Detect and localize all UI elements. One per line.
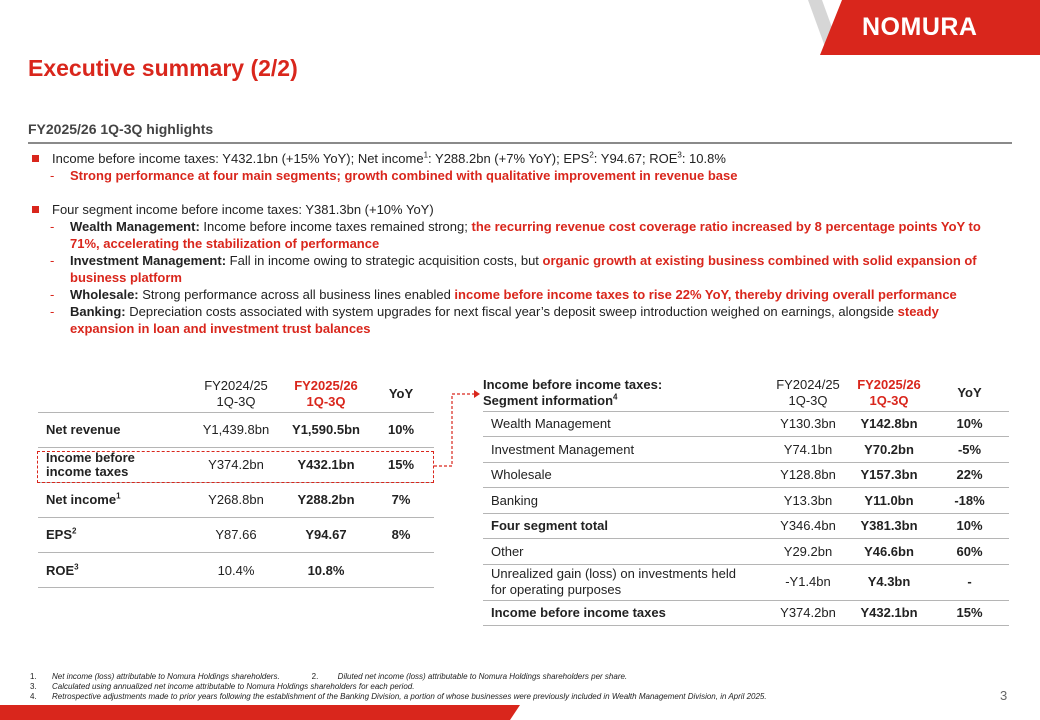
table-header-row	[38, 376, 434, 412]
row-label: Net revenue	[38, 412, 188, 447]
bullet-text: : Y94.67; ROE	[593, 151, 678, 166]
row-prev-value: Y29.2bn	[768, 539, 848, 565]
row-yoy: -	[930, 564, 1009, 600]
footnote-ref: 1	[423, 150, 429, 160]
footnotes	[30, 672, 970, 702]
row-current-value: Y288.2bn	[284, 482, 368, 517]
row-label: EPS$^2$	[38, 517, 188, 552]
bullet-text: Four segment income before income taxes: Y381.3bn (+10% YoY)	[52, 202, 434, 217]
nomura-logo: NOMURA	[862, 13, 978, 41]
table-row	[483, 488, 1009, 514]
page-number: 3	[1000, 688, 1008, 703]
row-prev-value: Y346.4bn	[768, 513, 848, 539]
table-row	[483, 411, 1009, 437]
sub-bullet-text: Strong performance across all business lines enabled	[138, 287, 455, 302]
row-yoy: 10%	[930, 513, 1009, 539]
bullet-text: : Y288.2bn (+7% YoY); EPS	[428, 151, 590, 166]
row-current-value: Y381.3bn	[848, 513, 930, 539]
square-bullet-icon	[32, 206, 39, 213]
dash-bullet-icon: -	[50, 219, 55, 234]
footnote-4: 4. Retrospective adjustments made to prior years following the establishment of the Banking Division, a portion of whose businesses were previously included in Wealth Management Division, in April 2025.	[30, 692, 767, 701]
heading-divider	[28, 142, 1012, 144]
row-prev-value: Y128.8bn	[768, 462, 848, 488]
row-yoy: 22%	[930, 462, 1009, 488]
table-row	[483, 437, 1009, 463]
table-row	[483, 539, 1009, 565]
sub-bullet-highlight: steady expansion in loan and investment trust balances	[70, 304, 939, 336]
header-current-period: FY2025/26 1Q-3Q	[284, 376, 368, 412]
row-prev-value: Y13.3bn	[768, 488, 848, 514]
dash-bullet-icon: -	[50, 287, 55, 302]
sub-bullet-text: Fall in income owing to strategic acquisition costs, but	[226, 253, 543, 268]
segment-label: Wholesale:	[70, 287, 139, 302]
row-yoy: -5%	[930, 437, 1009, 463]
row-current-value: Y157.3bn	[848, 462, 930, 488]
page-title: Executive summary (2/2)	[28, 55, 298, 81]
bullet-text: : 10.8%	[681, 151, 726, 166]
square-bullet-icon	[32, 155, 39, 162]
row-current-value: Y1,590.5bn	[284, 412, 368, 447]
row-yoy: 60%	[930, 539, 1009, 565]
footnote-1-2: 1. Net income (loss) attributable to Nomura Holdings shareholders. 2. Diluted net income (loss) attributable to Nomura Holdings shareholders per share.	[30, 672, 628, 681]
segment-table-title: Income before income taxes: Segment information$^4$	[483, 376, 768, 411]
bullet-four-segment	[30, 201, 990, 218]
row-current-value: 10.8%	[284, 552, 368, 587]
table-row	[38, 552, 434, 587]
row-current-value: Y11.0bn	[848, 488, 930, 514]
section-heading: FY2025/26 1Q-3Q highlights	[28, 121, 214, 137]
row-prev-value: Y87.66	[188, 517, 284, 552]
row-prev-value: Y374.2bn	[768, 600, 848, 626]
row-current-value: Y432.1bn	[284, 447, 368, 482]
segment-info-table	[483, 376, 1009, 626]
row-prev-value: Y130.3bn	[768, 411, 848, 437]
row-yoy: 10%	[930, 411, 1009, 437]
table-row	[483, 462, 1009, 488]
header-prev-period: FY2024/25 1Q-3Q	[768, 376, 848, 411]
header-prev-period: FY2024/25 1Q-3Q	[188, 376, 284, 412]
sub-bullet-highlight: income before income taxes to rise 22% YoY, thereby driving overall performance	[454, 287, 957, 302]
dash-bullet-icon: -	[50, 304, 55, 319]
table-row	[483, 564, 1009, 600]
connector-arrow-icon	[434, 390, 480, 470]
footnote-3: 3. Calculated using annualized net income attributable to Nomura Holdings shareholders for each period.	[30, 682, 415, 691]
row-prev-value: Y374.2bn	[188, 447, 284, 482]
row-label: Other	[483, 539, 768, 565]
row-label: Investment Management	[483, 437, 768, 463]
row-yoy	[368, 552, 434, 587]
footnote-ref: 2	[589, 150, 594, 160]
bullet-text: Income before income taxes: Y432.1bn (+15% YoY); Net income	[52, 151, 424, 166]
row-yoy: 8%	[368, 517, 434, 552]
segment-label: Investment Management:	[70, 253, 227, 268]
table-header-row	[483, 376, 1009, 411]
row-current-value: Y70.2bn	[848, 437, 930, 463]
sub-bullet-highlight: organic growth at existing business combined with solid expansion of business platform	[70, 253, 977, 285]
row-label: Banking	[483, 488, 768, 514]
header-yoy: YoY	[930, 376, 1009, 411]
row-prev-value: 10.4%	[188, 552, 284, 587]
row-prev-value: Y74.1bn	[768, 437, 848, 463]
sub-bullet-investment-management	[30, 252, 990, 286]
dash-bullet-icon: -	[50, 168, 55, 183]
bullet-income-summary	[30, 150, 990, 167]
row-yoy: 7%	[368, 482, 434, 517]
sub-bullet-text: Depreciation costs associated with system upgrades for next fiscal year’s deposit sweep introduction weighed on earnings, alongside	[125, 304, 898, 319]
header-current-period: FY2025/26 1Q-3Q	[848, 376, 930, 411]
table-row	[38, 412, 434, 447]
row-current-value: Y46.6bn	[848, 539, 930, 565]
sub-bullet-strong-performance	[30, 167, 990, 184]
row-yoy: 15%	[368, 447, 434, 482]
row-yoy: -18%	[930, 488, 1009, 514]
table-row	[38, 517, 434, 552]
sub-bullet-banking	[30, 303, 990, 337]
segment-label: Banking:	[70, 304, 126, 319]
segment-label: Wealth Management:	[70, 219, 200, 234]
footnote-ref: 3	[677, 150, 682, 160]
row-prev-value: Y268.8bn	[188, 482, 284, 517]
header-blank	[38, 376, 188, 412]
row-label: Income before income taxes	[38, 447, 188, 482]
row-label: Wealth Management	[483, 411, 768, 437]
highlights-list	[30, 150, 990, 337]
row-current-value: Y4.3bn	[848, 564, 930, 600]
row-label: Unrealized gain (loss) on investments held for operating purposes	[483, 564, 768, 600]
row-label: Net income$^1$	[38, 482, 188, 517]
table-row	[483, 513, 1009, 539]
row-yoy: 10%	[368, 412, 434, 447]
table-row	[483, 600, 1009, 626]
sub-bullet-wholesale	[30, 286, 990, 303]
row-label: Income before income taxes	[483, 600, 768, 626]
row-current-value: Y142.8bn	[848, 411, 930, 437]
sub-bullet-highlight: the recurring revenue cost coverage ratio increased by 8 percentage points YoY to 71%, accelerating the stabilization of performance	[70, 219, 981, 251]
bottom-accent-bar	[0, 705, 520, 720]
row-yoy: 15%	[930, 600, 1009, 626]
sub-bullet-text: Strong performance at four main segments; growth combined with qualitative improvement in revenue base	[70, 168, 738, 183]
row-label: ROE$^3$	[38, 552, 188, 587]
sub-bullet-wealth-management	[30, 218, 990, 252]
row-prev-value: -Y1.4bn	[768, 564, 848, 600]
row-current-value: Y432.1bn	[848, 600, 930, 626]
row-prev-value: Y1,439.8bn	[188, 412, 284, 447]
income-highlight-box	[37, 451, 434, 483]
row-current-value: Y94.67	[284, 517, 368, 552]
header-yoy: YoY	[368, 376, 434, 412]
table-row	[38, 482, 434, 517]
dash-bullet-icon: -	[50, 253, 55, 268]
row-label: Wholesale	[483, 462, 768, 488]
row-label: Four segment total	[483, 513, 768, 539]
sub-bullet-text: Income before income taxes remained strong;	[199, 219, 472, 234]
